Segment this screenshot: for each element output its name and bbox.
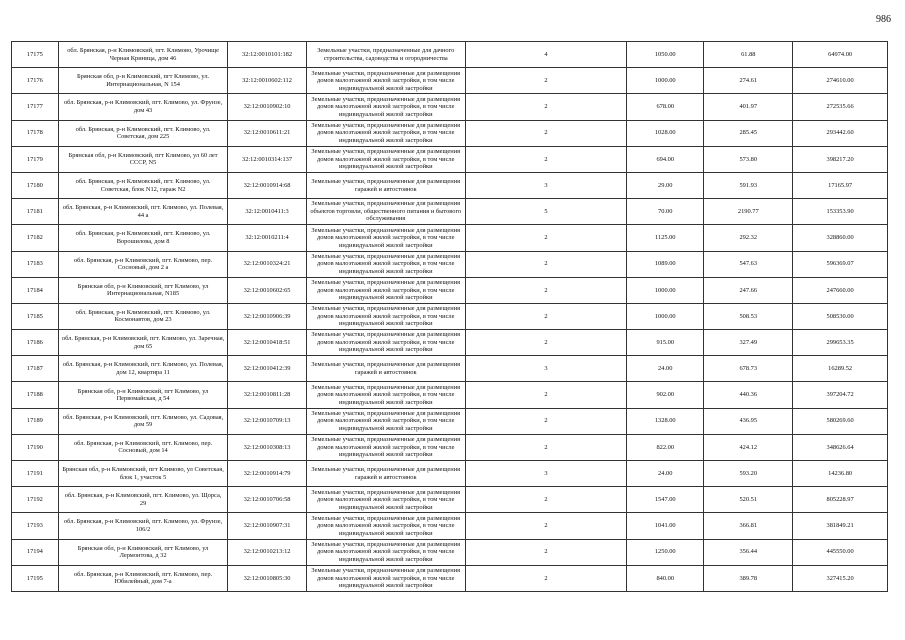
cadastral-number-cell: 32:12:0010906:39 (228, 303, 306, 329)
specific-value-cell: 356.44 (704, 539, 793, 565)
area-cell: 24.00 (627, 461, 704, 487)
record-number-cell: 17181 (12, 199, 59, 225)
specific-value-cell: 2190.77 (704, 199, 793, 225)
area-cell: 1250.00 (627, 539, 704, 565)
address-cell: обл. Брянская, р-н Климовский, пгт. Климово, Урочище Черная Криница, дом 46 (58, 42, 228, 68)
cadastral-value-cell: 16289.52 (793, 356, 888, 382)
specific-value-cell: 61.88 (704, 42, 793, 68)
cadastral-number-cell: 32:12:0010611:21 (228, 120, 306, 146)
cadastral-number-cell: 32:12:0010811:28 (228, 382, 306, 408)
cadastral-value-cell: 596369.07 (793, 251, 888, 277)
land-use-cell: Земельные участки, предназначенные для размещения домов малоэтажной жилой застройки, в том числе индивидуальной жилой застройки (306, 539, 465, 565)
specific-value-cell: 547.63 (704, 251, 793, 277)
cadastral-number-cell: 32:12:0010602:65 (228, 277, 306, 303)
address-cell: Брянская обл, р-н Климовский, пгт Климово, ул. Интернациональная, N 154 (58, 68, 228, 94)
cadastral-number-cell: 32:12:0010308:13 (228, 434, 306, 460)
address-cell: Брянская обл, р-н Климовский, пгт Климово, ул Первомайская, д 54 (58, 382, 228, 408)
table-row (12, 199, 888, 225)
table-row (12, 408, 888, 434)
use-group-cell: 2 (465, 303, 626, 329)
specific-value-cell: 573.80 (704, 146, 793, 172)
record-number-cell: 17193 (12, 513, 59, 539)
table-row (12, 251, 888, 277)
address-cell: Брянская обл, р-н Климовский, пгт Климово, ул Интернациональная, N185 (58, 277, 228, 303)
cadastral-value-cell: 398217.20 (793, 146, 888, 172)
address-cell: обл. Брянская, р-н Климовский, пгт. Климово, ул. Полевая, 44 а (58, 199, 228, 225)
cadastral-value-cell: 397204.72 (793, 382, 888, 408)
record-number-cell: 17176 (12, 68, 59, 94)
cadastral-number-cell: 32:12:0010213:12 (228, 539, 306, 565)
table-row (12, 487, 888, 513)
table-row (12, 356, 888, 382)
land-use-cell: Земельные участки, предназначенные для размещения домов малоэтажной жилой застройки, в том числе индивидуальной жилой застройки (306, 513, 465, 539)
address-cell: Брянская обл, р-н Климовский, пгт Климово, ул Лермонтова, д 32 (58, 539, 228, 565)
area-cell: 822.00 (627, 434, 704, 460)
area-cell: 694.00 (627, 146, 704, 172)
land-use-cell: Земельные участки, предназначенные для размещения домов малоэтажной жилой застройки, в том числе индивидуальной жилой застройки (306, 303, 465, 329)
area-cell: 1328.00 (627, 408, 704, 434)
table-row (12, 225, 888, 251)
table-row (12, 382, 888, 408)
table-row (12, 461, 888, 487)
cadastral-number-cell: 32:12:0010805:30 (228, 565, 306, 591)
cadastral-value-cell: 247660.00 (793, 277, 888, 303)
area-cell: 678.00 (627, 94, 704, 120)
record-number-cell: 17195 (12, 565, 59, 591)
record-number-cell: 17188 (12, 382, 59, 408)
address-cell: обл. Брянская, р-н Климовский, пгт. Климово, пер. Сосновый, дом 2 а (58, 251, 228, 277)
area-cell: 1547.00 (627, 487, 704, 513)
specific-value-cell: 593.20 (704, 461, 793, 487)
table-row (12, 120, 888, 146)
record-number-cell: 17178 (12, 120, 59, 146)
area-cell: 840.00 (627, 565, 704, 591)
cadastral-value-cell: 328860.00 (793, 225, 888, 251)
table-row (12, 68, 888, 94)
use-group-cell: 2 (465, 382, 626, 408)
specific-value-cell: 424.12 (704, 434, 793, 460)
use-group-cell: 2 (465, 225, 626, 251)
area-cell: 1041.00 (627, 513, 704, 539)
address-cell: обл. Брянская, р-н Климовский, пгт. Климово, ул. Садовая, дом 59 (58, 408, 228, 434)
address-cell: обл. Брянская, р-н Климовский, пгт. Климово, ул. Щорса, 29 (58, 487, 228, 513)
land-use-cell: Земельные участки, предназначенные для размещения домов малоэтажной жилой застройки, в том числе индивидуальной жилой застройки (306, 330, 465, 356)
area-cell: 1050.00 (627, 42, 704, 68)
address-cell: обл. Брянская, р-н Климовский, пгт. Климово, пер. Сосновый, дом 14 (58, 434, 228, 460)
address-cell: обл. Брянская, р-н Климовский, пгт. Климово, пер. Юбилейный, дом 7-а (58, 565, 228, 591)
page-number: 986 (876, 14, 891, 25)
use-group-cell: 2 (465, 68, 626, 94)
record-number-cell: 17185 (12, 303, 59, 329)
cadastral-value-cell: 14236.80 (793, 461, 888, 487)
specific-value-cell: 285.45 (704, 120, 793, 146)
use-group-cell: 2 (465, 251, 626, 277)
specific-value-cell: 247.66 (704, 277, 793, 303)
record-number-cell: 17186 (12, 330, 59, 356)
specific-value-cell: 508.53 (704, 303, 793, 329)
land-use-cell: Земельные участки, предназначенные для размещения гаражей и автостоянок (306, 172, 465, 198)
table-row (12, 42, 888, 68)
record-number-cell: 17190 (12, 434, 59, 460)
area-cell: 915.00 (627, 330, 704, 356)
use-group-cell: 4 (465, 42, 626, 68)
specific-value-cell: 436.95 (704, 408, 793, 434)
specific-value-cell: 678.73 (704, 356, 793, 382)
land-use-cell: Земельные участки, предназначенные для размещения домов малоэтажной жилой застройки, в том числе индивидуальной жилой застройки (306, 146, 465, 172)
land-use-cell: Земельные участки, предназначенные для размещения домов малоэтажной жилой застройки, в том числе индивидуальной жилой застройки (306, 68, 465, 94)
area-cell: 29.00 (627, 172, 704, 198)
cadastral-value-cell: 17165.97 (793, 172, 888, 198)
table-row (12, 539, 888, 565)
area-cell: 902.00 (627, 382, 704, 408)
cadastral-number-cell: 32:12:0010211:4 (228, 225, 306, 251)
area-cell: 1000.00 (627, 303, 704, 329)
cadastral-value-cell: 580269.60 (793, 408, 888, 434)
area-cell: 24.00 (627, 356, 704, 382)
table-row (12, 330, 888, 356)
use-group-cell: 2 (465, 513, 626, 539)
area-cell: 1089.00 (627, 251, 704, 277)
cadastral-value-cell: 272535.66 (793, 94, 888, 120)
land-use-cell: Земельные участки, предназначенные для размещения домов малоэтажной жилой застройки, в том числе индивидуальной жилой застройки (306, 565, 465, 591)
cadastral-value-cell: 299653.35 (793, 330, 888, 356)
record-number-cell: 17192 (12, 487, 59, 513)
area-cell: 70.00 (627, 199, 704, 225)
specific-value-cell: 292.32 (704, 225, 793, 251)
cadastral-number-cell: 32:12:0010914:68 (228, 172, 306, 198)
land-use-cell: Земельные участки, предназначенные для размещения домов малоэтажной жилой застройки, в том числе индивидуальной жилой застройки (306, 225, 465, 251)
use-group-cell: 2 (465, 539, 626, 565)
address-cell: обл. Брянская, р-н Климовский, пгт. Климово, ул. Советская, дом 225 (58, 120, 228, 146)
cadastral-number-cell: 32:12:0010902:10 (228, 94, 306, 120)
table-row (12, 303, 888, 329)
use-group-cell: 3 (465, 356, 626, 382)
record-number-cell: 17194 (12, 539, 59, 565)
use-group-cell: 3 (465, 461, 626, 487)
table-row (12, 565, 888, 591)
area-cell: 1028.00 (627, 120, 704, 146)
land-use-cell: Земельные участки, предназначенные для размещения домов малоэтажной жилой застройки, в том числе индивидуальной жилой застройки (306, 94, 465, 120)
specific-value-cell: 401.97 (704, 94, 793, 120)
address-cell: обл. Брянская, р-н Климовский, пгт. Климово, ул. Ворошилова, дом 8 (58, 225, 228, 251)
land-use-cell: Земельные участки, предназначенные для размещения домов малоэтажной жилой застройки, в том числе индивидуальной жилой застройки (306, 408, 465, 434)
cadastral-value-cell: 293442.60 (793, 120, 888, 146)
cadastral-value-cell: 508530.00 (793, 303, 888, 329)
area-cell: 1125.00 (627, 225, 704, 251)
cadastral-value-cell: 805228.97 (793, 487, 888, 513)
land-registry-table (11, 41, 888, 592)
record-number-cell: 17183 (12, 251, 59, 277)
cadastral-value-cell: 327415.20 (793, 565, 888, 591)
land-use-cell: Земельные участки, предназначенные для размещения домов малоэтажной жилой застройки, в том числе индивидуальной жилой застройки (306, 434, 465, 460)
cadastral-number-cell: 32:12:0010706:58 (228, 487, 306, 513)
address-cell: обл. Брянская, р-н Климовский, пгт. Климово, ул. Полевая, дом 12, квартира 11 (58, 356, 228, 382)
record-number-cell: 17191 (12, 461, 59, 487)
use-group-cell: 2 (465, 120, 626, 146)
specific-value-cell: 591.93 (704, 172, 793, 198)
record-number-cell: 17175 (12, 42, 59, 68)
cadastral-number-cell: 32:12:0010411:3 (228, 199, 306, 225)
address-cell: Брянская обл, р-н Климовский, пгт Климово, ул 60 лет СССР, N5 (58, 146, 228, 172)
address-cell: обл. Брянская, р-н Климовский, пгт. Климово, ул. Советская, блок N12, гараж N2 (58, 172, 228, 198)
cadastral-value-cell: 64974.00 (793, 42, 888, 68)
land-use-cell: Земельные участки, предназначенные для размещения объектов торговли, общественного питания и бытового обслуживания (306, 199, 465, 225)
table-row (12, 146, 888, 172)
table-row (12, 513, 888, 539)
table-row (12, 434, 888, 460)
record-number-cell: 17177 (12, 94, 59, 120)
table-row (12, 172, 888, 198)
specific-value-cell: 520.51 (704, 487, 793, 513)
record-number-cell: 17184 (12, 277, 59, 303)
record-number-cell: 17179 (12, 146, 59, 172)
cadastral-number-cell: 32:12:0010914:79 (228, 461, 306, 487)
use-group-cell: 2 (465, 330, 626, 356)
use-group-cell: 2 (465, 146, 626, 172)
use-group-cell: 5 (465, 199, 626, 225)
specific-value-cell: 440.36 (704, 382, 793, 408)
cadastral-value-cell: 445550.00 (793, 539, 888, 565)
record-number-cell: 17187 (12, 356, 59, 382)
record-number-cell: 17180 (12, 172, 59, 198)
area-cell: 1000.00 (627, 277, 704, 303)
record-number-cell: 17182 (12, 225, 59, 251)
table-row (12, 277, 888, 303)
table-row (12, 94, 888, 120)
use-group-cell: 2 (465, 408, 626, 434)
specific-value-cell: 274.61 (704, 68, 793, 94)
use-group-cell: 2 (465, 434, 626, 460)
land-use-cell: Земельные участки, предназначенные для размещения домов малоэтажной жилой застройки, в том числе индивидуальной жилой застройки (306, 487, 465, 513)
address-cell: обл. Брянская, р-н Климовский, пгт. Климово, ул. Фрунзе, дом 43 (58, 94, 228, 120)
land-use-cell: Земельные участки, предназначенные для размещения гаражей и автостоянок (306, 356, 465, 382)
land-use-cell: Земельные участки, предназначенные для размещения гаражей и автостоянок (306, 461, 465, 487)
use-group-cell: 3 (465, 172, 626, 198)
cadastral-value-cell: 274610.00 (793, 68, 888, 94)
use-group-cell: 2 (465, 565, 626, 591)
address-cell: Брянская обл, р-н Климовский, пгт Климово, ул Советская, блок 1, участок 5 (58, 461, 228, 487)
land-use-cell: Земельные участки, предназначенные для дачного строительства, садоводства и огородничества (306, 42, 465, 68)
cadastral-number-cell: 32:12:0010412:39 (228, 356, 306, 382)
land-use-cell: Земельные участки, предназначенные для размещения домов малоэтажной жилой застройки, в том числе индивидуальной жилой застройки (306, 382, 465, 408)
cadastral-number-cell: 32:12:0010101:182 (228, 42, 306, 68)
cadastral-number-cell: 32:12:0010324:21 (228, 251, 306, 277)
cadastral-number-cell: 32:12:0010709:13 (228, 408, 306, 434)
use-group-cell: 2 (465, 487, 626, 513)
cadastral-number-cell: 32:12:0010314:137 (228, 146, 306, 172)
land-use-cell: Земельные участки, предназначенные для размещения домов малоэтажной жилой застройки, в том числе индивидуальной жилой застройки (306, 251, 465, 277)
cadastral-value-cell: 153353.90 (793, 199, 888, 225)
address-cell: обл. Брянская, р-н Климовский, пгт. Климово, ул. Космонавтов, дом 23 (58, 303, 228, 329)
specific-value-cell: 327.49 (704, 330, 793, 356)
area-cell: 1000.00 (627, 68, 704, 94)
use-group-cell: 2 (465, 277, 626, 303)
record-number-cell: 17189 (12, 408, 59, 434)
use-group-cell: 2 (465, 94, 626, 120)
cadastral-number-cell: 32:12:0010602:112 (228, 68, 306, 94)
land-use-cell: Земельные участки, предназначенные для размещения домов малоэтажной жилой застройки, в том числе индивидуальной жилой застройки (306, 120, 465, 146)
cadastral-number-cell: 32:12:0010418:51 (228, 330, 306, 356)
address-cell: обл. Брянская, р-н Климовский, пгт. Климово, ул. Фрунзе, 106/2 (58, 513, 228, 539)
specific-value-cell: 366.81 (704, 513, 793, 539)
cadastral-number-cell: 32:12:0010907:31 (228, 513, 306, 539)
cadastral-value-cell: 348626.64 (793, 434, 888, 460)
specific-value-cell: 389.78 (704, 565, 793, 591)
cadastral-value-cell: 381849.21 (793, 513, 888, 539)
address-cell: обл. Брянская, р-н Климовский, пгт. Климово, ул. Заречная, дом 65 (58, 330, 228, 356)
registry-table-body (12, 42, 888, 592)
land-use-cell: Земельные участки, предназначенные для размещения домов малоэтажной жилой застройки, в том числе индивидуальной жилой застройки (306, 277, 465, 303)
